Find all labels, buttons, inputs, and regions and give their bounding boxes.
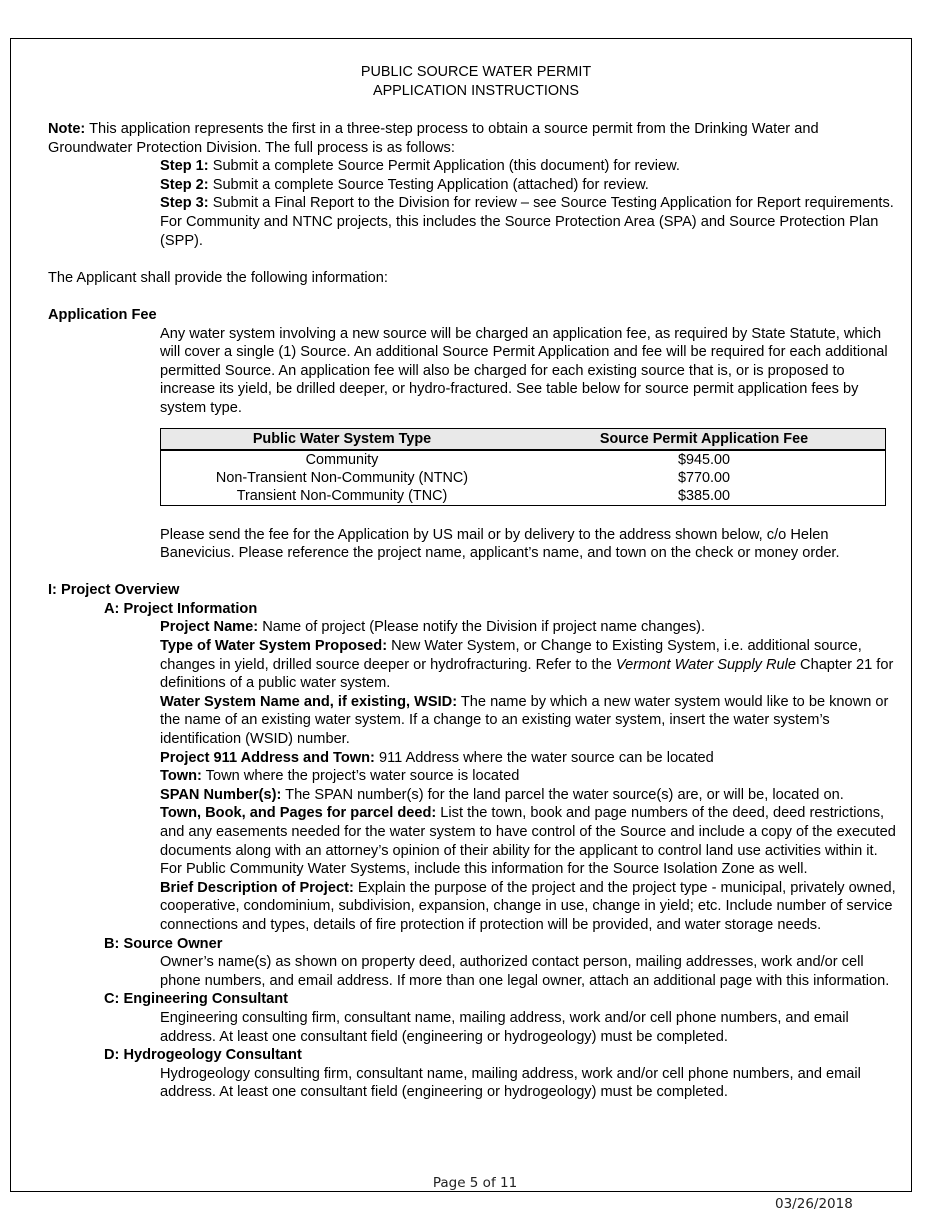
- steps-list: [48, 157, 898, 250]
- table-row: [161, 469, 886, 487]
- list-item: [160, 767, 898, 786]
- document-body: [48, 63, 898, 1102]
- step-text: Submit a complete Source Testing Application (attached) for review.: [208, 176, 649, 193]
- item-label: Type of Water System Proposed:: [160, 638, 388, 655]
- list-item: [160, 637, 898, 693]
- note-text: This application represents the first in a three-step process to obtain a source permit from the Drinking Water and Groundwater Protection Division. The full process is as follows:: [48, 121, 819, 156]
- title-line-1: PUBLIC SOURCE WATER PERMIT: [360, 64, 592, 80]
- list-item: [160, 618, 898, 637]
- item-text: The name by which a new water system would like to be known or the name of an existing water system. If a change to an existing water system, insert the water system’s identification (WSID) number.: [160, 693, 889, 748]
- step-item: [160, 194, 898, 250]
- project-info-list: [48, 618, 898, 934]
- fee-text: Any water system involving a new source will be charged an application fee, as required by State Statute, which will cover a single (1) Source. An additional Source Permit Application and fee will be required for each additional permitted Source. An application fee will also be charged for each existing source that is, or is proposed to increase its yield, be drilled deeper, or hydro-fractured. See table below for source permit application fees by system type.: [160, 325, 888, 416]
- step-label: Step 2:: [160, 176, 209, 193]
- system-type-cell: Non-Transient Non-Community (NTNC): [215, 469, 469, 486]
- table-row: [161, 487, 886, 506]
- step-item: [160, 176, 898, 195]
- fee-cell: $770.00: [677, 469, 731, 486]
- section-b-heading-text: B: Source Owner: [104, 935, 223, 952]
- fee-cell: $945.00: [677, 451, 731, 468]
- item-text: List the town, book and page numbers of the deed, deed restrictions, and any easements needed for the water system to have control of the Source and include a copy of the executed documents along with an attorney’s opinion of their ability for the applicant to control land use activities within it. For Public Community Water Systems, include this information for the Source Isolation Zone as well.: [160, 805, 896, 878]
- step-text: Submit a complete Source Permit Application (this document) for review.: [208, 158, 680, 175]
- section-b-heading: [48, 935, 898, 954]
- item-text: Town where the project’s water source is located: [201, 768, 520, 785]
- fee-send-text: Please send the fee for the Application by US mail or by delivery to the address shown below, c/o Helen Banevicius. Please reference the project name, applicant’s name, and town on the check or money order.: [160, 526, 840, 562]
- fee-table: [160, 428, 886, 506]
- fee-table-header-row: [161, 428, 886, 450]
- section-d-heading: [48, 1046, 898, 1065]
- item-label: Project 911 Address and Town:: [160, 749, 375, 766]
- section-d-heading-text: D: Hydrogeology Consultant: [104, 1047, 302, 1064]
- step-text: Submit a Final Report to the Division for review – see Source Testing Application for Report requirements. For Community and NTNC projects, this includes the Source Protection Area (SPA) and Source Protection Plan (SPP).: [160, 195, 894, 249]
- item-label: SPAN Number(s):: [160, 786, 282, 803]
- item-label: Town, Book, and Pages for parcel deed:: [160, 805, 437, 822]
- table-row: [161, 450, 886, 469]
- overview-heading-text: I: Project Overview: [48, 582, 180, 599]
- section-c-text: Engineering consulting firm, consultant name, mailing address, work and/or cell phone numbers, and email address. At least one consultant field (engineering or hydrogeology) must be completed.: [160, 1009, 849, 1045]
- section-c-heading-text: C: Engineering Consultant: [104, 991, 289, 1008]
- section-a-heading-text: A: Project Information: [104, 600, 258, 617]
- fee-heading: [48, 306, 898, 325]
- list-item: [160, 786, 898, 805]
- system-type-cell: Transient Non-Community (TNC): [236, 487, 448, 504]
- applicant-intro: The Applicant shall provide the following information:: [48, 269, 388, 286]
- item-text: New Water System, or Change to Existing System, i.e. additional source, changes in yield, drilled source deeper or hydrofracturing. Refer to the: [160, 638, 862, 673]
- step-label: Step 3:: [160, 195, 209, 212]
- item-text: The SPAN number(s) for the land parcel the water source(s) are, or will be, located on.: [281, 786, 844, 803]
- rule-reference: Vermont Water Supply Rule: [615, 656, 796, 673]
- section-c-heading: [48, 990, 898, 1009]
- list-item: [160, 879, 898, 935]
- item-text: Explain the purpose of the project and the project type - municipal, privately owned, cooperative, condominium, subdivision, expansion, change in use, change in yield; etc. Include number of service connections and types, details of fire protection if protection will be provided, and water storage needs.: [160, 879, 896, 933]
- fee-table-header: Public Water System Type: [161, 428, 524, 450]
- step-item: [160, 157, 898, 176]
- list-item: [160, 804, 898, 878]
- item-label: Water System Name and, if existing, WSID:: [160, 693, 458, 710]
- item-text: 911 Address where the water source can be located: [374, 749, 714, 766]
- fee-cell: $385.00: [677, 487, 731, 504]
- item-text: Chapter 21 for definitions of a public water system.: [160, 656, 894, 692]
- section-b-text: Owner’s name(s) as shown on property deed, authorized contact person, mailing addresses, work and/or cell phone numbers, and email address. If more than one legal owner, attach an additional page with this information.: [160, 954, 890, 989]
- fee-heading-text: Application Fee: [48, 306, 157, 323]
- note-label: Note:: [48, 121, 86, 137]
- footer-date: 03/26/2018: [775, 1196, 853, 1212]
- item-label: Town:: [160, 768, 202, 785]
- step-label: Step 1:: [160, 158, 209, 175]
- list-item: [160, 693, 898, 749]
- note-paragraph: [48, 120, 898, 157]
- title-line-2: APPLICATION INSTRUCTIONS: [372, 83, 580, 99]
- page-number: Page 5 of 11: [432, 1175, 518, 1191]
- system-type-cell: Community: [305, 451, 379, 468]
- item-text: Name of project (Please notify the Division if project name changes).: [258, 619, 706, 636]
- overview-heading: [48, 581, 898, 600]
- section-a-heading: [48, 600, 898, 619]
- document-title: [0, 63, 950, 101]
- section-d-text: Hydrogeology consulting firm, consultant name, mailing address, work and/or cell phone numbers, and email address. At least one consultant field (engineering or hydrogeology) must be completed.: [160, 1065, 861, 1101]
- item-label: Project Name:: [160, 619, 259, 636]
- item-label: Brief Description of Project:: [160, 879, 354, 896]
- fee-table-header: Source Permit Application Fee: [523, 428, 886, 450]
- list-item: [160, 749, 898, 768]
